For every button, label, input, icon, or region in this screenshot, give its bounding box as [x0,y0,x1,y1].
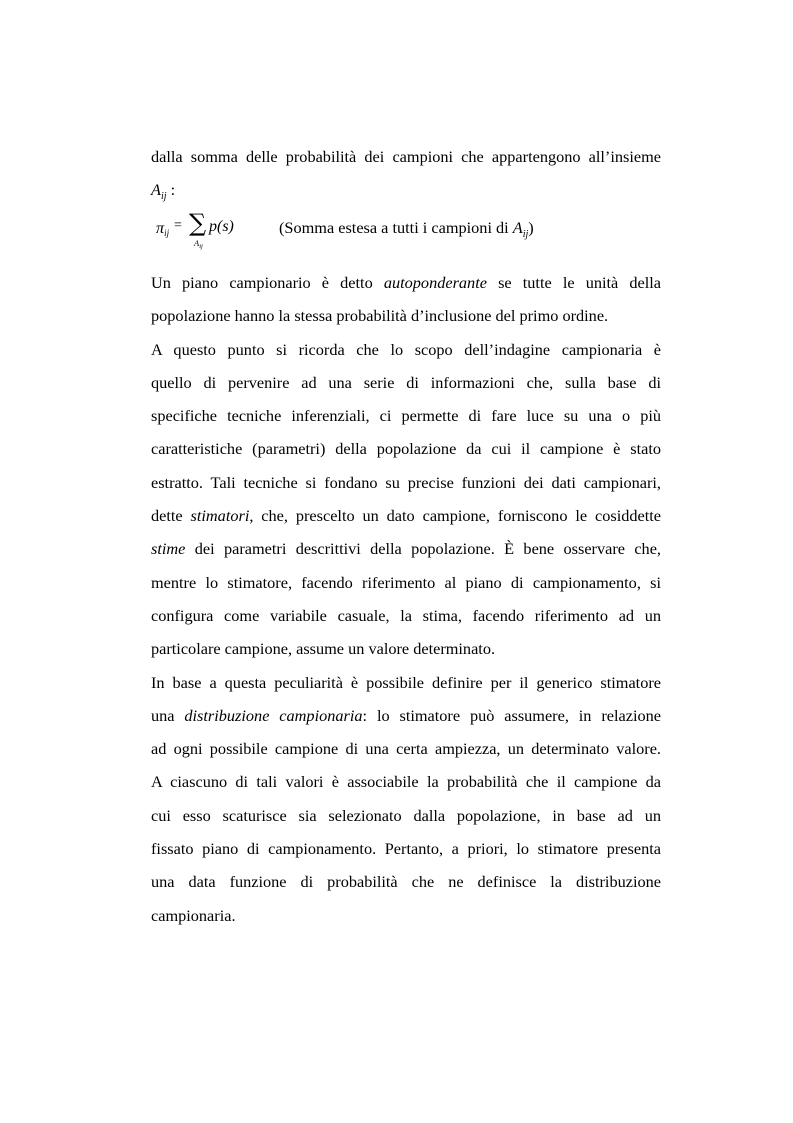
formula-sigma-subscript: $A_{ij}$ [194,238,203,250]
formula-pi: πij [156,218,170,238]
scopo-line-10: particolare campione, assume un valore determinato. [151,639,496,659]
distribuzione-line-5: cui esso scaturisce sia selezionato dalla popolazione, in base ad un [151,805,661,825]
formula-equals: = [174,218,182,233]
intro-line-1: dalla somma delle probabilità dei campioni che appartengono all’insieme [151,147,661,166]
scopo-line-6: dette stimatori, che, prescelto un dato campione, forniscono le cosiddette [151,506,661,526]
autoponderante-line-1: Un piano campionario è detto autoponderante se tutte le unità della [151,273,661,292]
aij-subscript: ij [160,191,167,203]
intro-line-2 [151,173,661,206]
formula-sigma: ∑ [189,209,207,237]
distribuzione-line-8: campionaria. [151,905,236,925]
distribuzione-line-1: In base a questa peculiarità è possibile definire per il generico stimatore [151,672,661,692]
formula-term: p(s) [209,218,234,235]
scopo-line-8: mentre lo stimatore, facendo riferimento al piano di campionamento, si [151,572,661,592]
distribuzione-line-4: A ciascuno di tali valori è associabile la probabilità che il campione da [151,772,661,792]
scopo-line-4: caratteristiche (parametri) della popolazione da cui il campione è stato [151,439,661,459]
body-text [151,266,661,932]
distribuzione-line-3: ad ogni possibile campione di una certa ampiezza, un determinato valore. [151,739,661,759]
aij-colon: : [166,180,176,200]
distribuzione-line-6: fissato piano di campionamento. Pertanto, a priori, lo stimatore presenta [151,839,661,859]
inclusion-probability-formula [151,208,661,258]
autoponderante-line-2: popolazione hanno la stessa probabilità d’inclusione del primo ordine. [151,306,609,326]
scopo-line-5: estratto. Tali tecniche si fondano su precise funzioni dei dati campionari, [151,472,661,492]
scopo-line-1: A questo punto si ricorda che lo scopo dell’indagine campionaria è [151,339,661,359]
scopo-line-3: specifiche tecniche inferenziali, ci permette di fare luce su una o più [151,406,661,426]
aij-symbol: A [151,180,161,200]
scopo-line-9: configura come variabile casuale, la stima, facendo riferimento ad un [151,605,661,625]
formula-note: (Somma estesa a tutti i campioni di $A_{ij}$) [279,218,534,240]
intro-paragraph [151,140,661,207]
distribuzione-line-2: una distribuzione campionaria: lo stimatore può assumere, in relazione [151,705,661,725]
scopo-line-7: stime dei parametri descrittivi della popolazione. È bene osservare che, [151,539,661,559]
distribuzione-line-7: una data funzione di probabilità che ne definisce la distribuzione [151,872,661,892]
scopo-line-2: quello di pervenire ad una serie di informazioni che, sulla base di [151,372,661,392]
